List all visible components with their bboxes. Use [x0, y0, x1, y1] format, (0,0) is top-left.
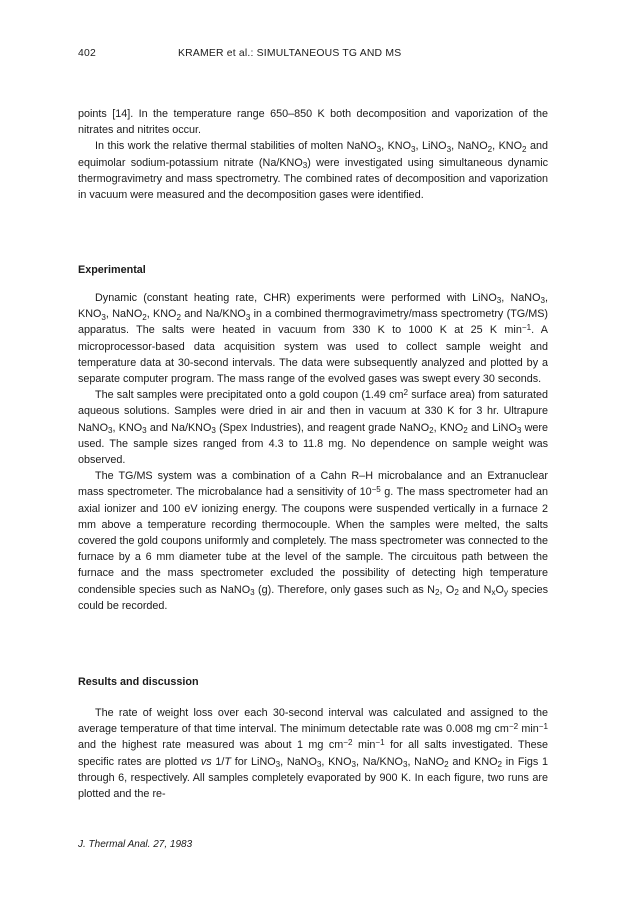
results-section: [78, 705, 548, 802]
experimental-heading: Experimental: [78, 264, 146, 276]
experimental-paragraph-2: The salt samples were precipitated onto a gold coupon (1.49 $cm^2$ surface area) from saturated aqueous solutions. Samples were dried in air and then in vacuum at 330 K for 3 hr. Ultrapure NaNO$_3$, $KNO_3$ and $Na/KNO_3$ (Spex Industries), and reagent grade NaNO$_2$, $KNO_2$ and LiNO$_3$ were used. The sample sizes ranged from 4.3 to 11.8 mg. No dependence on sample weight was observed.: [78, 387, 548, 467]
intro-paragraph-1: points [14]. In the temperature range 650–850 K both decomposition and vaporization of the nitrates and nitrites occur.: [78, 108, 548, 137]
experimental-paragraph-1: Dynamic (constant heating rate, CHR) experiments were performed with LiNO$_3$, NaNO$_3$, $KNO_3$, NaNO$_2$, $KNO_2$ and $Na/KNO_3$ in a combined thermogravimetry/mass spectrometry (TG/MS) apparatus. The salts were heated in vacuum from 330 K to 1000 K at 25 K $\min^{-1}$. A microprocessor-based data acquisition system was used to collect sample weight and temperature data at 30-second intervals. The data were subsequently analyzed and plotted by a separate computer program. The mass range of the evolved gases was swept every 30 seconds.: [78, 292, 549, 386]
results-paragraph-1: The rate of weight loss over each 30-second interval was calculated and assigned to the average temperature of that time interval. The minimum detectable rate was 0.008 mg $cm^{-2}$ $\min^{-1}$ and the highest rate measured was about 1 mg $cm^{-2}$ $\min^{-1}$ for all salts investigated. These specific rates are plotted vs 1/T for LiNO$_3$, NaNO$_3$, $KNO_3$, $Na/KNO_3$, NaNO$_2$ and $KNO_2$ in Figs 1 through 6, respectively. All samples completely evaporated by 900 K. In each figure, two runs are plotted and the re-: [78, 707, 548, 801]
experimental-section: [78, 290, 548, 614]
experimental-paragraph-3: The TG/MS system was a combination of a Cahn R–H microbalance and an Extranuclear mass spectrometer. The microbalance had a sensitivity of $10^{-5}$ g. The mass spectrometer had an axial ionizer and 100 eV ionizing energy. The coupons were suspended vertically in a furnace 2 mm above a temperature recording thermocouple. When the samples were melted, the salts covered the gold coupons uniformly and completely. The mass spectrometer was connected to the furnace by a 6 mm diameter tube at the level of the sample. The circuitous path between the furnace and the mass spectrometer excluded the possibility of detecting high temperature condensible species such as NaNO$_3$ (g). Therefore, only gases such as $N_2$, $O_2$ and $N_xO_y$ species could be recorded.: [78, 470, 549, 612]
journal-citation: J. Thermal Anal. 27, 1983: [78, 839, 193, 850]
running-header: [78, 48, 548, 64]
intro-paragraph-2: In this work the relative thermal stabilities of molten NaNO$_3$, $KNO_3$, LiNO$_3$, NaNO$_2$, $KNO_2$ and equimolar sodium-potassium nitrate $(Na/KNO_3)$ were investigated using simultaneous dynamic thermogravimetry and mass spectrometry. The combined rates of decomposition and vaporization in vacuum were measured and the decomposition gases were identified.: [78, 140, 549, 202]
page-number: 402: [78, 48, 96, 59]
running-title: KRAMER et al.: SIMULTANEOUS TG AND MS: [178, 48, 402, 59]
results-heading: Results and discussion: [78, 676, 199, 688]
intro-section: [78, 106, 548, 203]
